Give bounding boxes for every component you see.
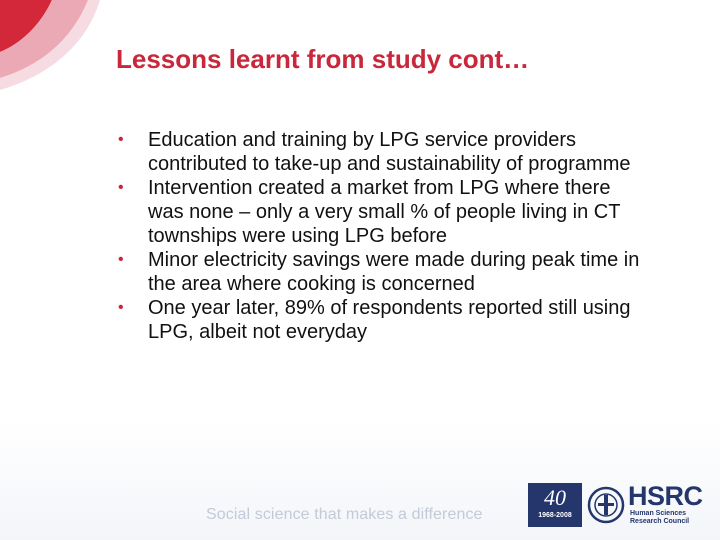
bullet-dot: •	[118, 251, 124, 268]
bullet-text: Minor electricity savings were made during peak time in the area where cooking is concerned	[148, 249, 640, 295]
bullet-item	[116, 128, 646, 176]
bullet-list	[116, 128, 646, 344]
footer-tagline: Social science that makes a difference	[206, 506, 483, 523]
hsrc-emblem-icon	[586, 483, 626, 527]
anniversary-number: 40	[544, 485, 566, 510]
bullet-dot: •	[118, 131, 124, 148]
org-acronym: HSRC	[628, 481, 703, 511]
anniversary-years: 1968-2008	[538, 512, 572, 519]
bullet-text: One year later, 89% of respondents reported still using LPG, albeit not everyday	[148, 297, 631, 343]
slide-title: Lessons learnt from study cont…	[116, 44, 530, 74]
bullet-text: Intervention created a market from LPG where there was none – only a very small % of people living in CT townships were using LPG before	[148, 177, 621, 247]
bullet-item	[116, 176, 646, 248]
org-name-line2: Research Council	[630, 518, 690, 525]
bullet-item	[116, 296, 646, 344]
bullet-dot: •	[118, 179, 124, 196]
org-name-line1: Human Sciences	[630, 510, 687, 517]
anniversary-logo	[528, 483, 582, 527]
corner-swoosh-icon	[0, 0, 110, 110]
bullet-text: Education and training by LPG service providers contributed to take-up and sustainability of programme	[148, 129, 631, 175]
bullet-item	[116, 248, 646, 296]
bullet-dot: •	[118, 299, 124, 316]
